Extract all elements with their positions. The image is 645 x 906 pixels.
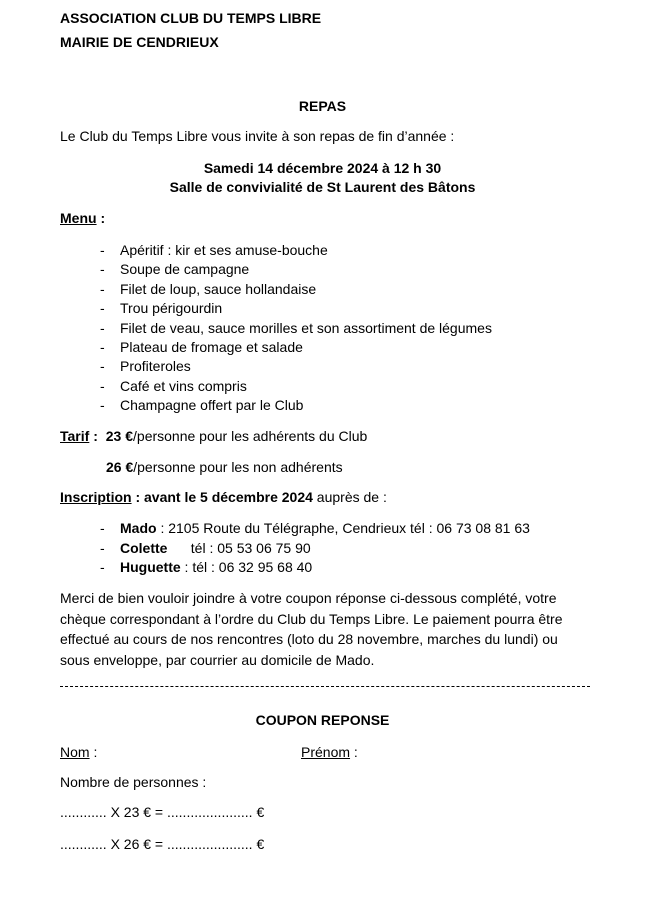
menu-item-bullet: -	[100, 378, 105, 394]
menu-item: Profiteroles	[120, 358, 191, 374]
contact-name: Colette	[120, 540, 168, 556]
inscription-line	[60, 488, 387, 507]
contact-bullet: -	[100, 540, 105, 556]
menu-label: Menu	[60, 210, 97, 226]
coupon-line-23: ............ X 23 € = ...................... €	[60, 804, 265, 820]
inscription-label: Inscription	[60, 489, 132, 505]
intro-text: Le Club du Temps Libre vous invite à son repas de fin d’année :	[60, 128, 455, 144]
prenom-colon: :	[350, 744, 358, 760]
inscription-deadline: avant le 5 décembre 2024	[140, 489, 313, 505]
contact-item	[120, 558, 312, 577]
coupon-nb-personnes: Nombre de personnes :	[60, 774, 207, 790]
contact-item	[120, 519, 530, 538]
menu-item-bullet: -	[100, 358, 105, 374]
inscription-colon: :	[131, 489, 141, 505]
menu-item: Filet de loup, sauce hollandaise	[120, 281, 317, 297]
menu-item: Apéritif : kir et ses amuse-bouche	[120, 242, 328, 258]
contact-info: tél : 05 53 06 75 90	[167, 540, 311, 556]
event-place: Salle de convivialité de St Laurent des Bâtons	[169, 179, 476, 195]
tarif-price-nonmembers: 26 €	[106, 459, 134, 475]
tarif-colon: :	[89, 428, 98, 444]
tarif-label: Tarif	[60, 428, 90, 444]
mairie-name: MAIRIE DE CENDRIEUX	[60, 34, 219, 50]
tarif-text-nonmembers: /personne pour les non adhérents	[133, 459, 343, 475]
menu-colon: :	[96, 210, 106, 226]
prenom-label: Prénom	[301, 744, 351, 760]
closing-paragraph: Merci de bien vouloir joindre à votre coupon réponse ci-dessous complété, votre chèque correspondant à l’ordre du Club du Temps Libre. Le paiement pourra être effectué au cours de nos rencontres (loto du 28 novembre, marches du lundi) ou sous enveloppe, par courrier au domicile de Mado.	[60, 590, 563, 668]
menu-item: Champagne offert par le Club	[120, 397, 304, 413]
event-date: Samedi 14 décembre 2024 à 12 h 30	[203, 160, 442, 176]
menu-item: Trou périgourdin	[120, 300, 223, 316]
menu-heading	[60, 209, 105, 228]
contact-info: : tél : 06 32 95 68 40	[180, 559, 313, 575]
menu-item-bullet: -	[100, 300, 105, 316]
nom-label: Nom	[60, 744, 90, 760]
menu-item-bullet: -	[100, 320, 105, 336]
nom-colon: :	[89, 744, 98, 760]
tarif-line-2	[106, 458, 343, 477]
association-name: ASSOCIATION CLUB DU TEMPS LIBRE	[60, 10, 322, 26]
cut-line-separator	[60, 686, 590, 687]
contact-name: Huguette	[120, 559, 181, 575]
menu-item-bullet: -	[100, 397, 105, 413]
coupon-title: COUPON REPONSE	[255, 712, 390, 728]
coupon-nom	[60, 743, 97, 762]
contact-item	[120, 539, 311, 558]
menu-item: Plateau de fromage et salade	[120, 339, 303, 355]
contact-bullet: -	[100, 520, 105, 536]
contact-name: Mado	[120, 520, 157, 536]
menu-item-bullet: -	[100, 242, 105, 258]
inscription-after: auprès de :	[312, 489, 387, 505]
coupon-prenom	[301, 743, 358, 762]
menu-item: Filet de veau, sauce morilles et son assortiment de légumes	[120, 320, 492, 336]
menu-item-bullet: -	[100, 281, 105, 297]
menu-item-bullet: -	[100, 261, 105, 277]
coupon-line-26: ............ X 26 € = ...................... €	[60, 836, 265, 852]
menu-item: Soupe de campagne	[120, 261, 250, 277]
menu-item-bullet: -	[100, 339, 105, 355]
tarif-text-members: /personne pour les adhérents du Club	[133, 428, 368, 444]
page-title: REPAS	[298, 98, 347, 114]
contact-bullet: -	[100, 559, 105, 575]
contact-info: : 2105 Route du Télégraphe, Cendrieux tél : 06 73 08 81 63	[156, 520, 530, 536]
menu-item: Café et vins compris	[120, 378, 247, 394]
tarif-line-1	[60, 427, 367, 446]
tarif-price-members: 23 €	[105, 428, 134, 444]
